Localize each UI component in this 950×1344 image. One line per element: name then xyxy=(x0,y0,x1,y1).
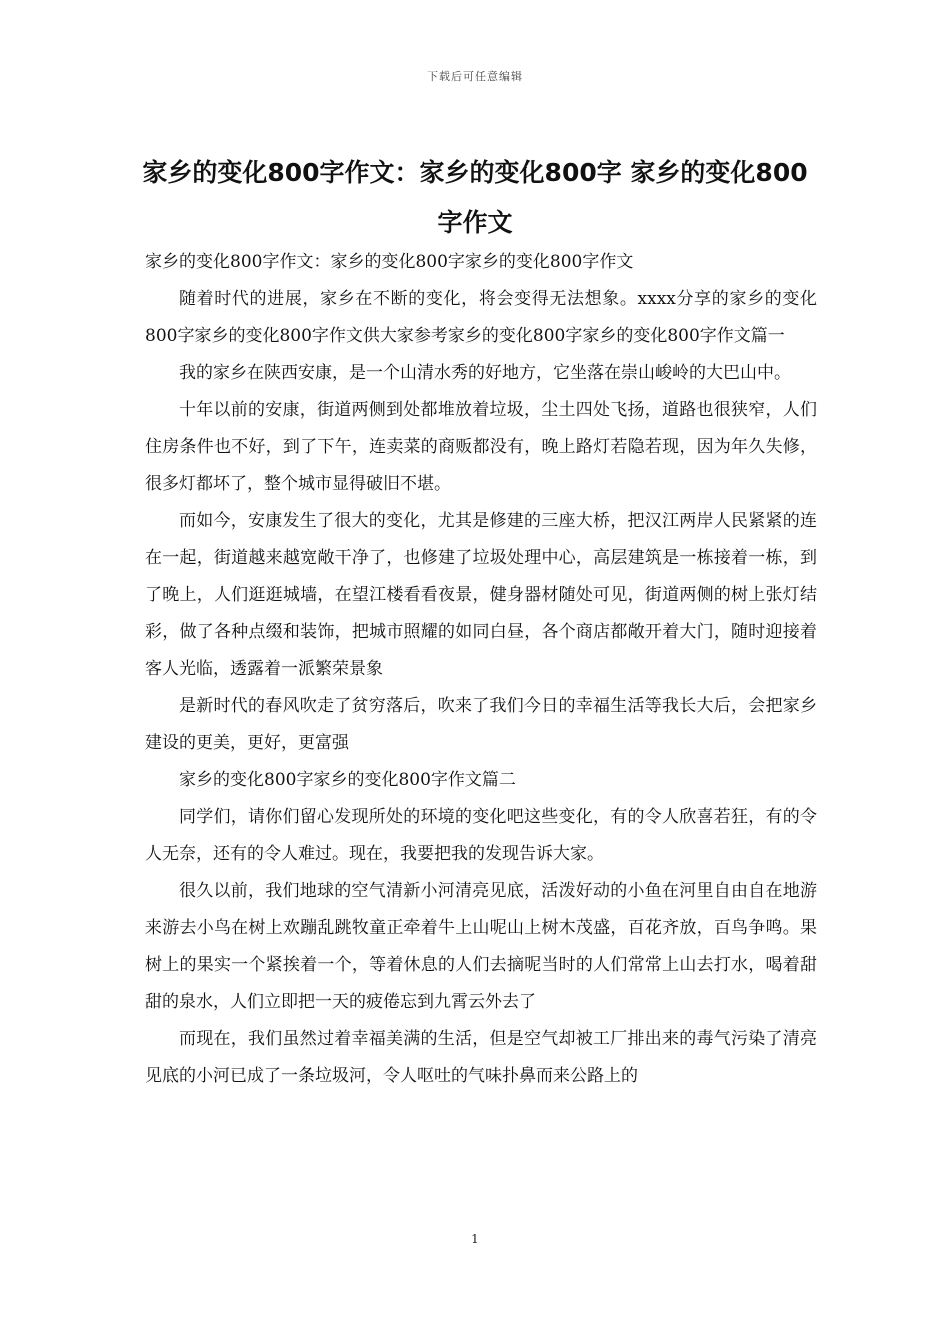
paragraph: 很久以前，我们地球的空气清新小河清亮见底，活泼好动的小鱼在河里自由自在地游来游去小鸟在树上欢蹦乱跳牧童正牵着牛上山呢山上树木茂盛，百花齐放，百鸟争鸣。果树上的果实一个紧挨着一个，等着休息的人们去摘呢当时的人们常常上山去打水，喝着甜甜的泉水，人们立即把一天的疲倦忘到九霄云外去了 xyxy=(145,881,817,1012)
paragraph: 同学们，请你们留心发现所处的环境的变化吧这些变化，有的令人欣喜若狂，有的令人无奈，还有的令人难过。现在，我要把我的发现告诉大家。 xyxy=(145,807,817,864)
paragraph: 家乡的变化800字家乡的变化800字作文篇二 xyxy=(179,770,516,790)
paragraph: 十年以前的安康，街道两侧到处都堆放着垃圾，尘土四处飞扬，道路也很狭窄，人们住房条件也不好，到了下午，连卖菜的商贩都没有，晚上路灯若隐若现，因为年久失修，很多灯都坏了，整个城市显得破旧不堪。 xyxy=(145,400,817,494)
header-note: 下载后可任意编辑 xyxy=(427,70,523,83)
paragraph: 随着时代的进展，家乡在不断的变化，将会变得无法想象。xxxx分享的家乡的变化800字家乡的变化800字作文供大家参考家乡的变化800字家乡的变化800字作文篇一 xyxy=(145,289,817,346)
paragraph: 是新时代的春风吹走了贫穷落后，吹来了我们今日的幸福生活等我长大后，会把家乡建设的更美，更好，更富强 xyxy=(145,696,817,753)
page-number: 1 xyxy=(471,1232,479,1246)
paragraph: 而现在，我们虽然过着幸福美满的生活，但是空气却被工厂排出来的毒气污染了清亮见底的小河已成了一条垃圾河，令人呕吐的气味扑鼻而来公路上的 xyxy=(145,1029,817,1086)
document-title: 家乡的变化800字作文：家乡的变化800字 家乡的变化800字作文 xyxy=(142,158,808,237)
document-body xyxy=(145,244,817,1095)
paragraph: 而如今，安康发生了很大的变化，尤其是修建的三座大桥，把汉江两岸人民紧紧的连在一起，街道越来越宽敞干净了，也修建了垃圾处理中心，高层建筑是一栋接着一栋，到了晚上，人们逛逛城墙，在望江楼看看夜景，健身器材随处可见，街道两侧的树上张灯结彩，做了各种点缀和装饰，把城市照耀的如同白昼，各个商店都敞开着大门，随时迎接着客人光临，透露着一派繁荣景象 xyxy=(145,511,817,679)
paragraph: 家乡的变化800字作文：家乡的变化800字家乡的变化800字作文 xyxy=(145,252,634,272)
paragraph: 我的家乡在陕西安康，是一个山清水秀的好地方，它坐落在崇山峻岭的大巴山中。 xyxy=(179,363,791,383)
